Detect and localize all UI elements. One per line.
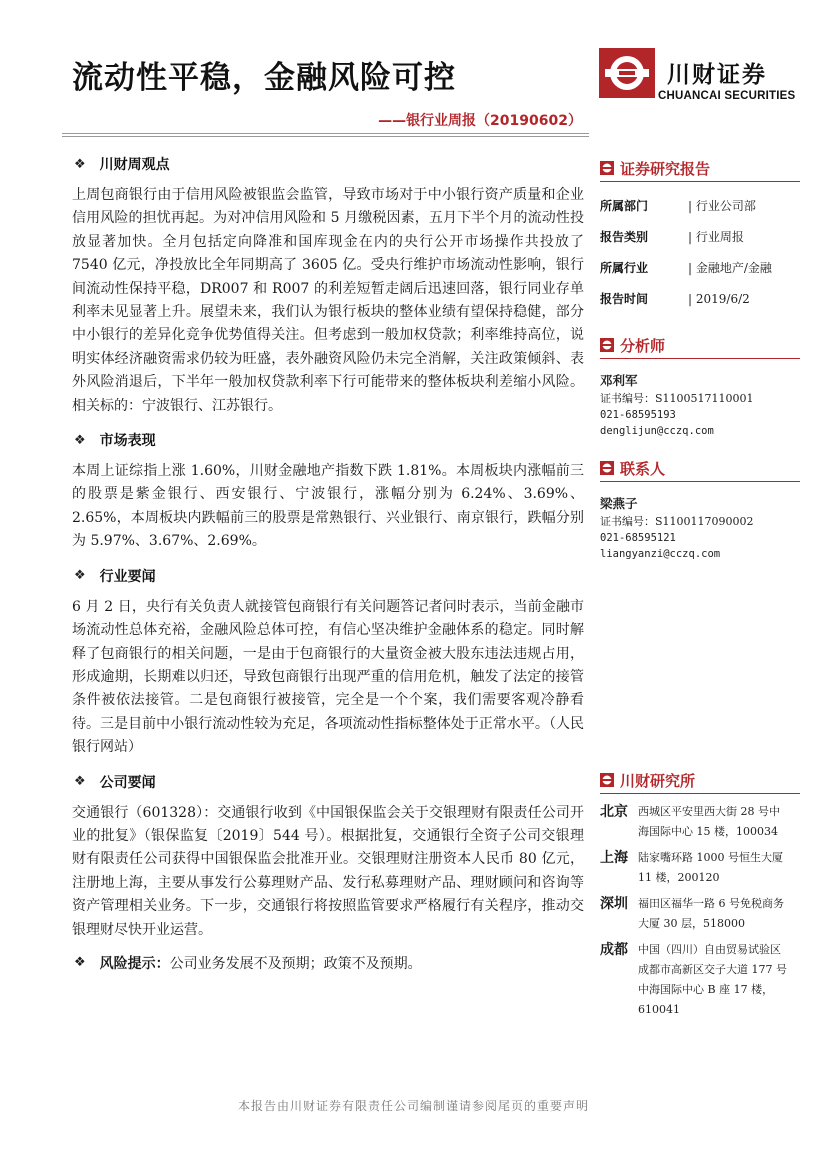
risk-warning: [72, 950, 584, 976]
list-item: [600, 802, 800, 842]
info-key: 所属行业: [600, 261, 649, 275]
analyst-email[interactable]: denglijun@cczq.com: [600, 425, 714, 437]
page-footer: 本报告由川财证券有限责任公司编制谨请参阅尾页的重要声明: [237, 1099, 589, 1113]
header-divider-second: [62, 136, 589, 137]
info-row: [600, 190, 800, 221]
risk-text: 公司业务发展不及预期；政策不及预期。: [169, 955, 422, 972]
contact-card: [600, 496, 800, 562]
section-body-company: 交通银行（601328）：交通银行收到《中国银保监会关于交银理财有限责任公司开业的批复》（银保监复〔2019〕544 号）。根据批复，交通银行全资子公司交银理财有限责任公司获得中国银保监会批准开业。交银理财注册资本人民币 80 亿元，注册地上海，主要从事发行公募理财产品、发行私募理财产品、理财顾问和咨询等资产管理相关业务。下一步，交通银行将按照监管要求严格履行有关程序，推动交银理财尽快开业运营。: [72, 804, 584, 938]
institute-address: 福田区福华一路 6 号免税商务大厦 30 层，518000: [638, 897, 784, 930]
report-subtitle: ——银行业周报（20190602）: [378, 113, 582, 129]
institute-list: [600, 802, 800, 1020]
logo-chinese-name: 川财证券: [667, 62, 767, 88]
section-body-view: 上周包商银行由于信用风险被银监会监管，导致市场对于中小银行资产质量和企业信用风险的担忧再起。为对冲信用风险和 5 月缴税因素，五月下半个月的流动性投放显著加快。全月包括定向降准和国库现金在内的央行公开市场操作共投放了 7540 亿元，净投放比全年同期高了 3605 亿。受央行维护市场流动性影响，银行间流动性保持平稳，DR007 和 R007 的利差短暂走阔后迅速回落，银行同业存单利率未见显著上升。展望未来，我们认为银行板块的整体业绩有望保持稳健，部分中小银行的差异化竞争优势值得关注。但考虑到一般加权贷款；利率维持高位，说明实体经济融资需求仍较为旺盛，表外融资风险仍未完全消解，关注政策倾斜、表外风险消退后，下半年一般加权贷款利率下行可能带来的整体板块利差缩小风险。相关标的：宁波银行、江苏银行。: [72, 187, 584, 414]
sidebar-title-contact: 联系人: [600, 455, 800, 482]
logo-english-name: CHUANCAI SECURITIES: [658, 90, 796, 102]
info-key: 报告时间: [600, 292, 649, 306]
sidebar-title-report: 证券研究报告: [600, 155, 800, 182]
institute-city: 成都: [600, 942, 628, 958]
section-title: 市场表现: [99, 433, 156, 450]
section-title: 行业要闻: [99, 568, 156, 585]
main-content: [72, 150, 584, 976]
risk-label: 风险提示：: [99, 955, 170, 972]
sidebar-title-institute: 川财研究所: [600, 767, 800, 794]
institute-address: 西城区平安里西大街 28 号中海国际中心 15 楼，100034: [638, 805, 780, 838]
info-row: [600, 221, 800, 252]
report-info-table: [600, 190, 800, 314]
report-title: 流动性平稳，金融风险可控: [72, 60, 456, 96]
logo-mini-icon: [600, 338, 614, 352]
company-logo: [599, 48, 799, 108]
diamond-bullet-icon: ❖: [74, 955, 86, 971]
list-item: [600, 848, 800, 888]
analyst-card: [600, 373, 800, 439]
info-value: | 金融地产/金融: [688, 261, 772, 275]
chuancai-logo-icon: [599, 48, 655, 98]
section-heading-view: [74, 150, 584, 178]
contact-phone: 021-68595121: [600, 532, 676, 544]
contact-email[interactable]: liangyanzi@cczq.com: [600, 548, 721, 560]
sidebar: [600, 155, 800, 1026]
analyst-phone: 021-68595193: [600, 409, 676, 421]
section-body-market: 本周上证综指上涨 1.60%，川财金融地产指数下跌 1.81%。本周板块内涨幅前三的股票是紫金银行、西安银行、宁波银行，涨幅分别为 6.24%、3.69%、2.65%，本周板块内跌幅前三的股票是常熟银行、兴业银行、南京银行，跌幅分别为 5.97%、3.67%、2.69%。: [72, 463, 584, 550]
info-value: | 行业周报: [688, 230, 744, 244]
info-key: 所属部门: [600, 199, 649, 213]
diamond-bullet-icon: ❖: [74, 568, 86, 584]
section-heading-company: [74, 768, 584, 796]
section-heading-market: [74, 426, 584, 454]
info-key: 报告类别: [600, 230, 649, 244]
logo-mini-icon: [600, 161, 614, 175]
institute-address: 陆家嘴环路 1000 号恒生大厦 11 楼，200120: [638, 851, 783, 884]
section-heading-industry: [74, 562, 584, 590]
info-row: [600, 283, 800, 314]
info-value: | 行业公司部: [688, 199, 756, 213]
sidebar-title-analyst: 分析师: [600, 332, 800, 359]
analyst-name: 邓利军: [600, 373, 638, 388]
institute-city: 北京: [600, 804, 628, 820]
diamond-bullet-icon: ❖: [74, 156, 86, 172]
analyst-cert: 证书编号：S1100517110001: [600, 392, 754, 405]
section-body-industry: 6 月 2 日，央行有关负责人就接管包商银行有关问题答记者问时表示，当前金融市场流动性总体充裕，金融风险总体可控，有信心坚决维护金融体系的稳定。同时解释了包商银行的相关问题，一是由于包商银行的大量资金被大股东违法违规占用，形成逾期，长期难以归还，导致包商银行出现严重的信用危机，触发了法定的接管条件被依法接管。二是包商银行被接管，完全是一个个案，我们需要客观冷静看待。三是目前中小银行流动性较为充足，各项流动性指标整体处于正常水平。（人民银行网站）: [72, 598, 584, 756]
institute-city: 深圳: [600, 896, 628, 912]
list-item: [600, 940, 800, 1020]
info-value: | 2019/6/2: [688, 291, 750, 306]
contact-cert: 证书编号：S1100117090002: [600, 515, 754, 528]
diamond-bullet-icon: ❖: [74, 774, 86, 790]
info-row: [600, 252, 800, 283]
logo-mini-icon: [600, 773, 614, 787]
logo-mini-icon: [600, 461, 614, 475]
diamond-bullet-icon: ❖: [74, 432, 86, 448]
list-item: [600, 894, 800, 934]
section-title: 川财周观点: [99, 157, 170, 173]
institute-city: 上海: [600, 850, 628, 866]
contact-name: 梁燕子: [600, 496, 638, 511]
section-title: 公司要闻: [99, 774, 156, 791]
institute-address: 中国（四川）自由贸易试验区成都市高新区交子大道 177 号中海国际中心 B 座 17 楼，610041: [638, 943, 787, 1016]
header-divider: [62, 133, 589, 134]
